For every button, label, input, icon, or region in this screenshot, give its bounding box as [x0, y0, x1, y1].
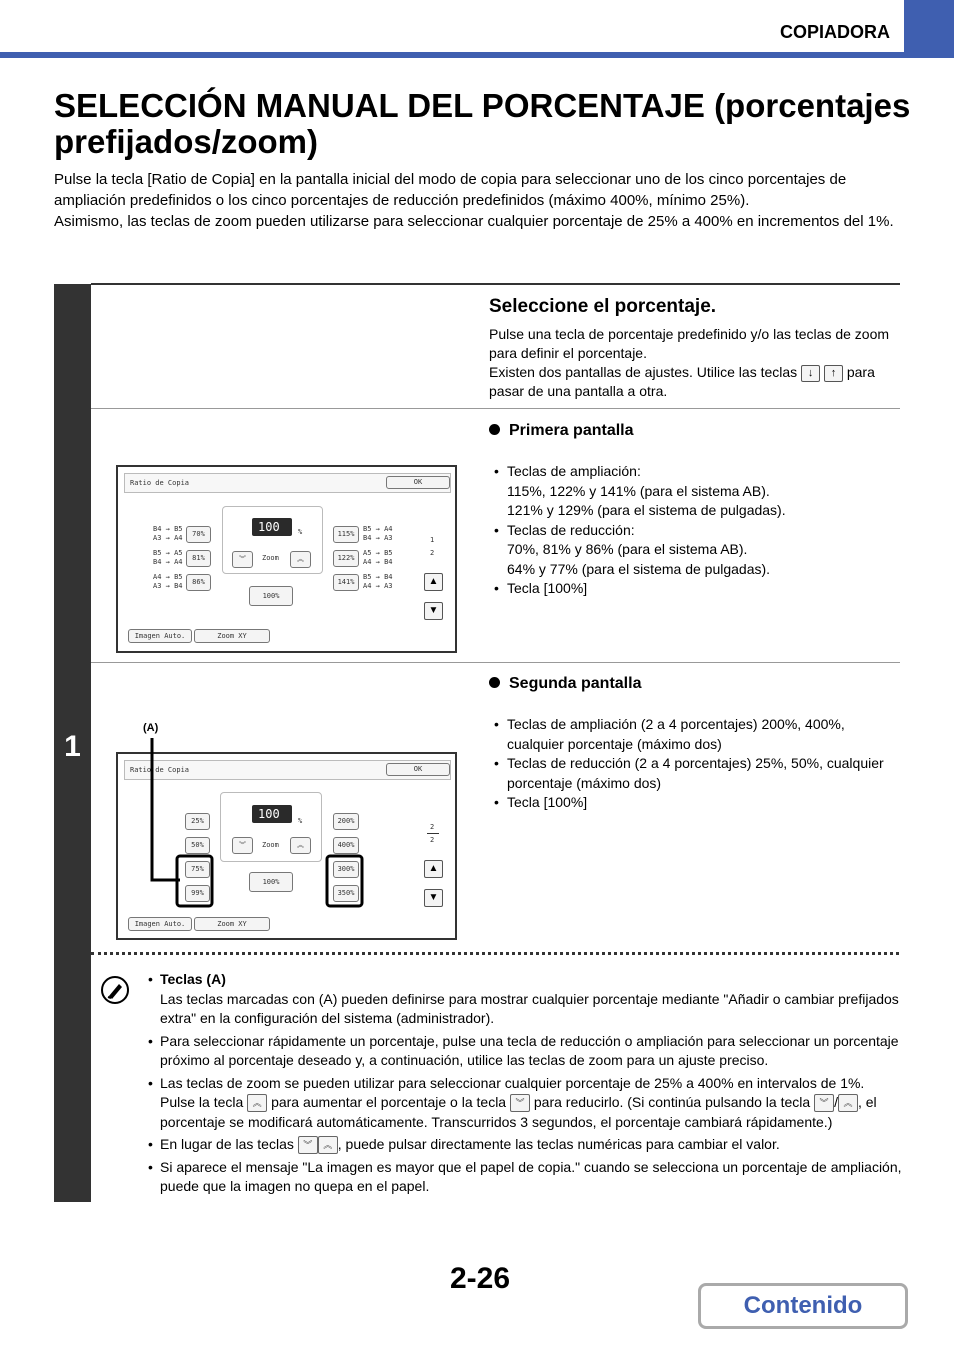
- zoom-down-icon: ︾: [814, 1094, 834, 1112]
- contents-button[interactable]: Contenido: [698, 1283, 908, 1329]
- zoom-up-icon: ︽: [318, 1136, 338, 1154]
- up-arrow-icon[interactable]: ▲: [424, 573, 443, 591]
- callout-label: (A): [143, 722, 159, 734]
- dotted-separator: [91, 952, 899, 955]
- zoom-up-icon[interactable]: ︽: [290, 837, 311, 854]
- intro-paragraph-1: Pulse la tecla [Ratio de Copia] en la pantalla inicial del modo de copia para seleccionar uno de los cinco porcentajes de ampliación predefinidos o los cinco porcentajes de reducción predefinidos (máximo 400%, mínimo 25%).: [54, 171, 847, 209]
- zoom-up-icon: ︽: [247, 1094, 267, 1112]
- note-item: • Si aparece el mensaje "La imagen es mayor que el papel de copia." cuando se selecciona un porcentaje de ampliación, puede que la imagen no quepa en el papel.: [147, 1158, 902, 1197]
- reduce-key-1[interactable]: 25%: [185, 813, 210, 830]
- note-item: • Teclas (A) Las teclas marcadas con (A) pueden definirse para mostrar cualquier porcentaje mediante "Añadir o cambiar prefijados extra" en la configuración del sistema (administrador).: [147, 970, 902, 1029]
- list-item: • Teclas de reducción: 70%, 81% y 86% (para el sistema AB). 64% y 77% (para el sistema de pulgadas).: [492, 521, 892, 580]
- paper-label: A4 → B5 A3 → B4: [153, 573, 183, 590]
- key-100[interactable]: 100%: [249, 872, 293, 892]
- note-item: • Para seleccionar rápidamente un porcentaje, pulse una tecla de reducción o ampliación para seleccionar un porcentaje próximo al porcentaje deseado y, a continuación, utilice las teclas de zoom para un ajuste preciso.: [147, 1032, 902, 1071]
- reduce-key-4[interactable]: 99%: [185, 885, 210, 902]
- auto-image-button[interactable]: Imagen Auto.: [128, 917, 192, 931]
- ok-button[interactable]: OK: [386, 763, 450, 776]
- key-100[interactable]: 100%: [249, 586, 293, 606]
- zoom-label: Zoom: [262, 841, 279, 849]
- enlarge-key-3[interactable]: 300%: [333, 861, 359, 878]
- list-item: • Teclas de ampliación: 115%, 122% y 141% (para el sistema AB). 121% y 129% (para el sistema de pulgadas).: [492, 462, 892, 521]
- enlarge-key-1[interactable]: 200%: [333, 813, 359, 830]
- reduce-key-2[interactable]: 81%: [186, 550, 211, 567]
- step-desc-2b: para pasar de una pantalla a otra.: [489, 364, 875, 399]
- reduce-key-1[interactable]: 70%: [186, 526, 211, 543]
- ok-button[interactable]: OK: [386, 476, 450, 489]
- pencil-note-icon: [100, 975, 130, 1005]
- enlarge-key-3[interactable]: 141%: [333, 574, 359, 591]
- enlarge-key-4[interactable]: 350%: [333, 885, 359, 902]
- zoom-label: Zoom: [262, 554, 279, 562]
- zoom-xy-button[interactable]: Zoom XY: [194, 629, 270, 643]
- zoom-down-icon: ︾: [298, 1136, 318, 1154]
- percent-sign: %: [298, 528, 303, 536]
- percent-sign: %: [298, 817, 303, 825]
- paper-label: B5 → A5 B4 → A4: [153, 549, 183, 566]
- screen-title: Ratio de Copia: [130, 479, 190, 487]
- reduce-key-2[interactable]: 50%: [185, 837, 210, 854]
- down-arrow-icon: ↓: [801, 365, 820, 382]
- page-title: SELECCIÓN MANUAL DEL PORCENTAJE (porcentajes prefijados/zoom): [54, 87, 911, 160]
- paper-label: B5 → B4 A4 → A3: [363, 573, 393, 590]
- step-desc-1: Pulse una tecla de porcentaje predefinido y/o las teclas de zoom para definir el porcentaje.: [489, 326, 890, 361]
- first-screen-title: Primera pantalla: [489, 422, 634, 440]
- reduce-key-3[interactable]: 86%: [186, 574, 211, 591]
- intro-paragraph-2: Asimismo, las teclas de zoom pueden utilizarse para seleccionar cualquier porcentaje de 25% a 400% en incrementos del 1%.: [54, 213, 894, 230]
- step-desc-2a: Existen dos pantallas de ajustes. Utilice las teclas: [489, 364, 798, 380]
- page-indicator-bottom: 2: [430, 836, 435, 844]
- zoom-xy-button[interactable]: Zoom XY: [194, 917, 270, 931]
- paper-label: A5 → B5 A4 → B4: [363, 549, 393, 566]
- zoom-down-icon: ︾: [510, 1094, 530, 1112]
- step-number: 1: [64, 730, 81, 763]
- reduce-key-3[interactable]: 75%: [185, 861, 210, 878]
- zoom-up-icon[interactable]: ︽: [290, 551, 311, 568]
- list-item: • Tecla [100%]: [492, 793, 897, 813]
- list-item: • Teclas de ampliación (2 a 4 porcentajes) 200%, 400%, cualquier porcentaje (máximo dos): [492, 715, 897, 754]
- down-arrow-icon[interactable]: ▼: [424, 602, 443, 620]
- up-arrow-icon[interactable]: ▲: [424, 860, 443, 878]
- enlarge-key-1[interactable]: 115%: [333, 526, 359, 543]
- up-arrow-icon: ↑: [824, 365, 843, 382]
- paper-label: B5 → A4 B4 → A3: [363, 525, 393, 542]
- page-indicator-bottom: 2: [430, 549, 435, 557]
- second-screen-title: Segunda pantalla: [489, 675, 641, 693]
- ratio-display: 100: [252, 518, 292, 536]
- page-indicator-top: 1: [430, 536, 435, 544]
- paper-label: B4 → B5 A3 → A4: [153, 525, 183, 542]
- note-item: • En lugar de las teclas ︾ ︽ , puede pulsar directamente las teclas numéricas para cambiar el valor.: [147, 1135, 902, 1155]
- notes-block: [147, 970, 902, 1200]
- section-label: COPIADORA: [779, 22, 890, 42]
- screen-title: Ratio de Copia: [130, 766, 190, 774]
- zoom-up-icon: ︽: [838, 1094, 858, 1112]
- list-item: • Teclas de reducción (2 a 4 porcentajes) 25%, 50%, cualquier porcentaje (máximo dos): [492, 754, 897, 793]
- step-heading: Seleccione el porcentaje.: [489, 296, 717, 317]
- enlarge-key-2[interactable]: 400%: [333, 837, 359, 854]
- zoom-down-icon[interactable]: ︾: [232, 837, 253, 854]
- enlarge-key-2[interactable]: 122%: [333, 550, 359, 567]
- ratio-display: 100: [252, 805, 292, 823]
- down-arrow-icon[interactable]: ▼: [424, 889, 443, 907]
- zoom-down-icon[interactable]: ︾: [232, 551, 253, 568]
- list-item: • Tecla [100%]: [492, 579, 892, 599]
- page-number: 2-26: [449, 1262, 511, 1295]
- page-indicator-top: 2: [430, 823, 435, 831]
- auto-image-button[interactable]: Imagen Auto.: [128, 629, 192, 643]
- note-item: • Las teclas de zoom se pueden utilizar para seleccionar cualquier porcentaje de 25% a 400% en intervalos de 1%. Pulse la tecla ︽ para aumentar el porcentaje o la tecla ︾ para reducirlo. (Si continúa pulsando la tecla ︾ / ︽ , el porcentaje se modificará automáticamente. Transcurridos 3 segundos, el porcentaje cambiará rápidamente.): [147, 1074, 902, 1133]
